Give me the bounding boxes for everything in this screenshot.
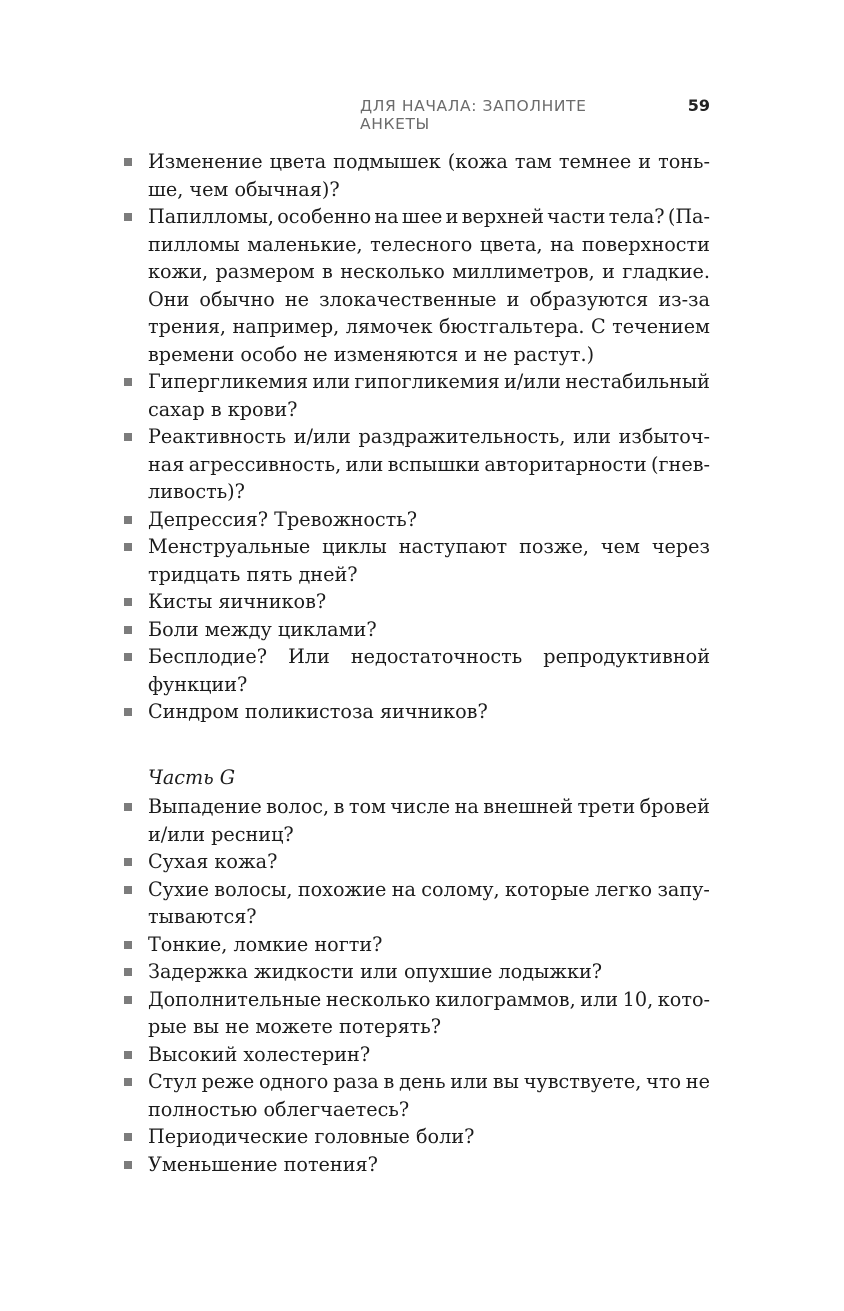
bullet-marker — [124, 378, 132, 386]
list-item-line: Папилломы, особенно на шее и верхней части тела? (Па- — [148, 205, 710, 228]
bullet-marker — [124, 543, 132, 551]
bullet-marker — [124, 516, 132, 524]
bullet-marker — [124, 708, 132, 716]
list-item-line: Реактивность и/или раздражительность, или избыточ- — [148, 425, 710, 448]
list-item-line: ливость)? — [148, 480, 245, 503]
list-item-line: времени особо не изменяются и не растут.) — [148, 342, 595, 366]
list-item-line: сахар в крови? — [148, 397, 298, 421]
list-item-line: Бесплодие? Или недостаточность репродуктивной — [148, 645, 710, 668]
bullet-marker — [124, 1133, 132, 1141]
list-item-line: Тонкие, ломкие ногти? — [148, 932, 383, 956]
running-header — [360, 96, 710, 133]
list-item-line: функции? — [148, 672, 248, 696]
list-item-line: трения, например, лямочек бюстгальтера. С течением — [148, 315, 710, 338]
bullet-marker — [124, 886, 132, 894]
list-item-line: Высокий холестерин? — [148, 1042, 371, 1066]
list-item-line: Они обычно не злокачественные и образуются из-за — [148, 287, 710, 311]
list-item-line: тываются? — [148, 905, 257, 928]
list-item-line: Кисты яичников? — [148, 590, 327, 613]
list-item-line: Депрессия? Тревожность? — [148, 507, 418, 531]
list-item-line: Задержка жидкости или опухшие лодыжки? — [148, 960, 603, 983]
list-item-line: Стул реже одного раза в день или вы чувствуете, что не — [148, 1070, 710, 1093]
list-item-line: ше, чем обычная)? — [148, 177, 340, 201]
list-item-line: и/или ресниц? — [148, 822, 294, 846]
list-item-line: Менструальные циклы наступают позже, чем через — [148, 535, 710, 558]
list-item-line: Синдром поликистоза яичников? — [148, 700, 488, 723]
bullet-marker — [124, 968, 132, 976]
running-header-title: ДЛЯ НАЧАЛА: ЗАПОЛНИТЕ АНКЕТЫ — [360, 97, 587, 133]
list-item-line: Дополнительные несколько килограммов, или 10, кото- — [148, 987, 710, 1011]
list-item-line: Изменение цвета подмышек (кожа там темнее и тонь- — [148, 150, 710, 173]
list-item-line: пилломы маленькие, телесного цвета, на поверхности — [148, 232, 710, 256]
bullet-marker — [124, 158, 132, 166]
bullet-marker — [124, 858, 132, 866]
list-item-line: кожи, размером в несколько миллиметров, и гладкие. — [148, 260, 710, 283]
section-heading: Часть G — [148, 766, 236, 789]
bullet-marker — [124, 941, 132, 949]
list-item-line: Гипергликемия или гипогликемия и/или нестабильный — [148, 370, 710, 393]
bullet-marker — [124, 1078, 132, 1086]
list-item-line: ная агрессивность, или вспышки авторитарности (гнев- — [148, 452, 710, 476]
bullet-marker — [124, 1051, 132, 1059]
list-item-line: полностью облегчаетесь? — [148, 1097, 410, 1121]
list-item-line: Периодические головные боли? — [148, 1125, 475, 1148]
list-item-line: Выпадение волос, в том числе на внешней трети бровей — [148, 795, 710, 818]
list-item-line: Уменьшение потения? — [148, 1152, 378, 1176]
bullet-marker — [124, 598, 132, 606]
bullet-marker — [124, 996, 132, 1004]
bullet-marker — [124, 803, 132, 811]
list-item-line: рые вы не можете потерять? — [148, 1015, 442, 1038]
list-item-line: Сухие волосы, похожие на солому, которые легко запу- — [148, 877, 710, 901]
bullet-marker — [124, 653, 132, 661]
list-item-line: Сухая кожа? — [148, 850, 278, 873]
bullet-marker — [124, 213, 132, 221]
bullet-marker — [124, 626, 132, 634]
page-number: 59 — [687, 96, 710, 115]
bullet-marker — [124, 433, 132, 441]
list-item-line: тридцать пять дней? — [148, 562, 358, 586]
list-item-line: Боли между циклами? — [148, 617, 377, 641]
bullet-marker — [124, 1161, 132, 1169]
